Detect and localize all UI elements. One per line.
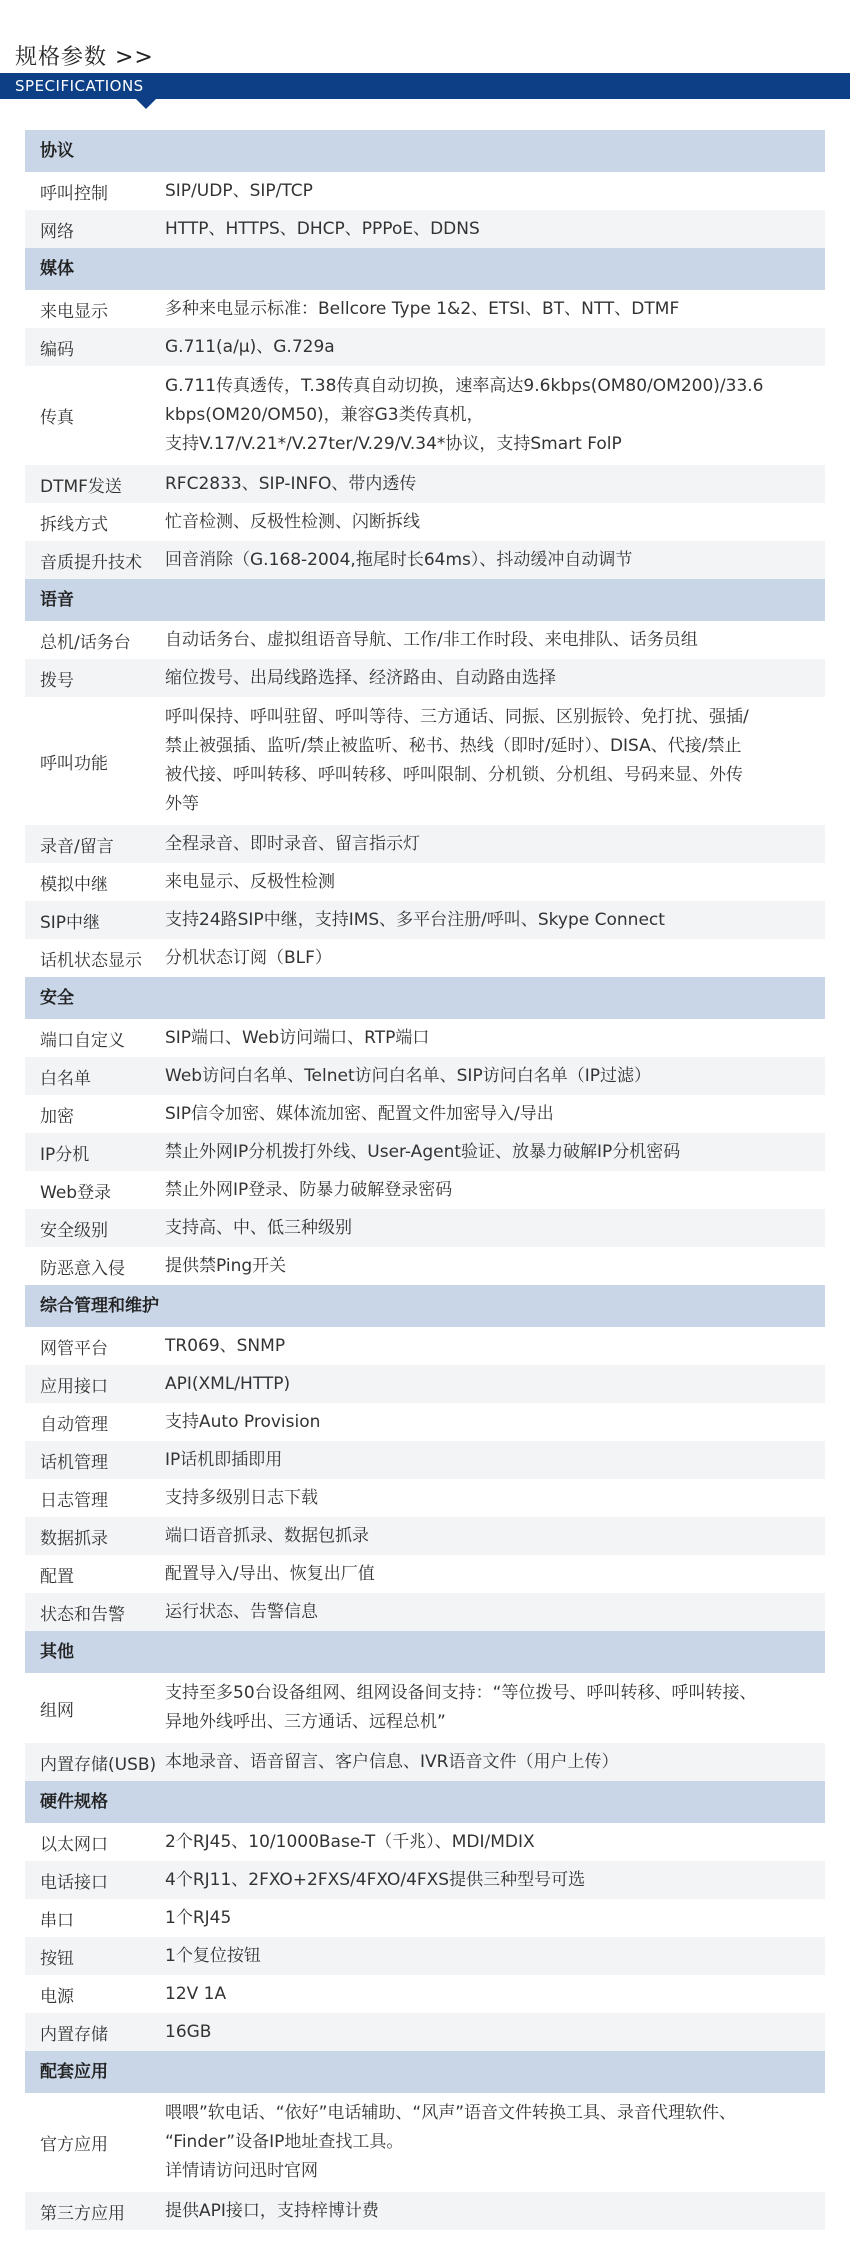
spec-value-line: 忙音检测、反极性检测、闪断拆线 xyxy=(165,511,420,532)
spec-label: 音质提升技术 xyxy=(40,552,142,573)
spec-value xyxy=(165,623,825,658)
spec-row xyxy=(25,659,825,697)
spec-row xyxy=(25,2192,825,2230)
spec-label: 话机管理 xyxy=(40,1452,108,1473)
spec-label: 安全级别 xyxy=(40,1220,108,1241)
spec-value xyxy=(165,903,825,938)
spec-row xyxy=(25,863,825,901)
spec-row xyxy=(25,1517,825,1555)
spec-value xyxy=(165,330,825,365)
spec-value xyxy=(165,1443,825,1478)
spec-value xyxy=(165,174,825,209)
section-header: 安全 xyxy=(25,977,825,1019)
spec-value xyxy=(165,2194,825,2229)
spec-value-line: API(XML/HTTP) xyxy=(165,1373,291,1394)
spec-value-line: 支持24路SIP中继，支持IMS、多平台注册/呼叫、Skype Connect xyxy=(165,909,665,930)
spec-value-line: TR069、SNMP xyxy=(165,1335,286,1356)
spec-row xyxy=(25,1823,825,1861)
spec-label: 网络 xyxy=(40,221,74,242)
spec-value xyxy=(165,1825,825,1860)
spec-row xyxy=(25,939,825,977)
spec-value xyxy=(165,1595,825,1630)
spec-value-line: 异地外线呼出、三方通话、远程总机” xyxy=(165,1712,446,1732)
spec-value-line: 本地录音、语音留言、客户信息、IVR语音文件（用户上传） xyxy=(165,1751,619,1772)
spec-row xyxy=(25,1365,825,1403)
spec-label: 模拟中继 xyxy=(40,874,108,895)
spec-row xyxy=(25,1209,825,1247)
spec-label: 串口 xyxy=(40,1910,74,1931)
spec-row xyxy=(25,1247,825,1285)
spec-row xyxy=(25,1673,825,1743)
spec-row xyxy=(25,366,825,465)
spec-value-line: kbps(OM20/OM50)，兼容G3类传真机， xyxy=(165,405,484,425)
spec-value-line: 运行状态、告警信息 xyxy=(165,1601,318,1622)
spec-value-line: 被代接、呼叫转移、呼叫转移、呼叫限制、分机锁、分机组、号码来显、外传 xyxy=(165,765,743,785)
spec-value xyxy=(165,1021,825,1056)
spec-value xyxy=(165,1676,825,1740)
spec-value-line: Web访问白名单、Telnet访问白名单、SIP访问白名单（IP过滤） xyxy=(165,1065,651,1086)
spec-value-line: 缩位拨号、出局线路选择、经济路由、自动路由选择 xyxy=(165,667,556,688)
spec-value-line: 4个RJ11、2FXO+2FXS/4FXO/4FXS提供三种型号可选 xyxy=(165,1869,586,1890)
spec-label: DTMF发送 xyxy=(40,476,122,497)
section-header: 硬件规格 xyxy=(25,1781,825,1823)
spec-row xyxy=(25,1937,825,1975)
spec-value xyxy=(165,369,825,462)
spec-value-line: G.711(a/μ)、G.729a xyxy=(165,336,335,357)
spec-value-line: 详情请访问迅时官网 xyxy=(165,2161,318,2181)
spec-label: 呼叫控制 xyxy=(40,183,108,204)
spec-value-line: 12V 1A xyxy=(165,1983,227,2004)
spec-value xyxy=(165,543,825,578)
spec-value xyxy=(165,1977,825,2012)
spec-value-line: 禁止被强插、监听/禁止被监听、秘书、热线（即时/延时）、DISA、代接/禁止 xyxy=(165,736,742,756)
spec-value xyxy=(165,1481,825,1516)
spec-value xyxy=(165,1367,825,1402)
spec-row xyxy=(25,1479,825,1517)
spec-row xyxy=(25,1327,825,1365)
spec-row xyxy=(25,1171,825,1209)
spec-label: 内置存储 xyxy=(40,2024,108,2045)
spec-row xyxy=(25,465,825,503)
spec-row xyxy=(25,503,825,541)
spec-value-line: 分机状态订阅（BLF） xyxy=(165,947,332,968)
spec-row xyxy=(25,1019,825,1057)
spec-value xyxy=(165,661,825,696)
section-header: 其他 xyxy=(25,1631,825,1673)
spec-value-line: 2个RJ45、10/1000Base-T（千兆）、MDI/MDIX xyxy=(165,1831,535,1852)
spec-row xyxy=(25,1975,825,2013)
spec-label: 防恶意入侵 xyxy=(40,1258,125,1279)
spec-value-line: RFC2833、SIP-INFO、带内透传 xyxy=(165,473,417,494)
spec-value-line: 端口语音抓录、数据包抓录 xyxy=(165,1525,369,1546)
spec-row xyxy=(25,1133,825,1171)
spec-label: 呼叫功能 xyxy=(40,753,108,774)
spec-value-line: 支持Auto Provision xyxy=(165,1411,321,1432)
spec-label: 组网 xyxy=(40,1700,74,1721)
spec-value xyxy=(165,1939,825,1974)
spec-value xyxy=(165,1901,825,1936)
spec-label: 加密 xyxy=(40,1106,74,1127)
spec-value xyxy=(165,2096,825,2189)
spec-value xyxy=(165,1211,825,1246)
spec-row xyxy=(25,1403,825,1441)
spec-value-line: 全程录音、即时录音、留言指示灯 xyxy=(165,833,420,854)
spec-value-line: 支持高、中、低三种级别 xyxy=(165,1217,352,1238)
spec-value-line: 呼叫保持、呼叫驻留、呼叫等待、三方通话、同振、区别振铃、免打扰、强插/ xyxy=(165,707,749,727)
spec-label: 状态和告警 xyxy=(40,1604,125,1625)
spec-value xyxy=(165,1135,825,1170)
spec-value xyxy=(165,1557,825,1592)
section-header: 配套应用 xyxy=(25,2051,825,2093)
section-header: 综合管理和维护 xyxy=(25,1285,825,1327)
spec-value-line: 支持多级别日志下载 xyxy=(165,1487,318,1508)
spec-value xyxy=(165,1249,825,1284)
spec-value-line: 16GB xyxy=(165,2021,212,2042)
section-header: 语音 xyxy=(25,579,825,621)
spec-value xyxy=(165,212,825,247)
spec-row xyxy=(25,210,825,248)
spec-value-line: 外等 xyxy=(165,794,199,814)
spec-value-line: 配置导入/导出、恢复出厂值 xyxy=(165,1563,375,1584)
spec-row xyxy=(25,825,825,863)
spec-label: Web登录 xyxy=(40,1182,112,1203)
spec-row xyxy=(25,1555,825,1593)
spec-value xyxy=(165,700,825,822)
spec-label: 官方应用 xyxy=(40,2135,108,2155)
spec-value-line: 提供API接口，支持梓博计费 xyxy=(165,2200,379,2221)
spec-value-line: G.711传真透传，T.38传真自动切换，速率高达9.6kbps(OM80/OM200)/33.6 xyxy=(165,376,764,396)
spec-label: 总机/话务台 xyxy=(40,632,131,653)
spec-label: 网管平台 xyxy=(40,1338,108,1359)
specifications-band xyxy=(0,73,850,99)
spec-value-line: 禁止外网IP分机拨打外线、User-Agent验证、放暴力破解IP分机密码 xyxy=(165,1141,681,1162)
spec-value xyxy=(165,1097,825,1132)
spec-label: 白名单 xyxy=(40,1068,91,1089)
spec-label: 数据抓录 xyxy=(40,1528,108,1549)
section-header: 媒体 xyxy=(25,248,825,290)
spec-value xyxy=(165,2015,825,2050)
spec-value-line: “Finder”设备IP地址查找工具。 xyxy=(165,2132,404,2152)
spec-table xyxy=(25,130,825,2230)
spec-value-line: 回音消除（G.168-2004,拖尾时长64ms）、抖动缓冲自动调节 xyxy=(165,549,633,570)
spec-label: 话机状态显示 xyxy=(40,950,142,971)
spec-value-line: SIP端口、Web访问端口、RTP端口 xyxy=(165,1027,430,1048)
spec-label: 日志管理 xyxy=(40,1490,108,1511)
spec-label: 以太网口 xyxy=(40,1834,108,1855)
spec-value-line: 支持V.17/V.21*/V.27ter/V.29/V.34*协议，支持Smart FolP xyxy=(165,434,622,454)
spec-value xyxy=(165,292,825,327)
spec-row xyxy=(25,901,825,939)
spec-value xyxy=(165,1059,825,1094)
spec-label: SIP中继 xyxy=(40,912,101,933)
spec-label: 按钮 xyxy=(40,1948,74,1969)
spec-row xyxy=(25,1095,825,1133)
spec-label: 自动管理 xyxy=(40,1414,108,1435)
spec-value-line: 1个RJ45 xyxy=(165,1907,232,1928)
spec-label: 录音/留言 xyxy=(40,836,114,857)
spec-label: 电源 xyxy=(40,1986,74,2007)
spec-value xyxy=(165,1519,825,1554)
spec-value xyxy=(165,467,825,502)
spec-value xyxy=(165,941,825,976)
spec-label: IP分机 xyxy=(40,1144,90,1165)
spec-label: 第三方应用 xyxy=(40,2203,125,2224)
spec-value-line: SIP信令加密、媒体流加密、配置文件加密导入/导出 xyxy=(165,1103,554,1124)
spec-value-line: 支持至多50台设备组网、组网设备间支持：“等位拨号、呼叫转移、呼叫转接、 xyxy=(165,1683,757,1703)
spec-value-line: 自动话务台、虚拟组语音导航、工作/非工作时段、来电排队、话务员组 xyxy=(165,629,698,650)
spec-label: 编码 xyxy=(40,339,74,360)
spec-row xyxy=(25,697,825,825)
spec-label: 配置 xyxy=(40,1566,74,1587)
spec-value xyxy=(165,1745,825,1780)
spec-row xyxy=(25,541,825,579)
spec-value xyxy=(165,827,825,862)
spec-row xyxy=(25,1861,825,1899)
band-notch-icon xyxy=(136,99,156,109)
spec-value-line: HTTP、HTTPS、DHCP、PPPoE、DDNS xyxy=(165,218,480,239)
spec-label: 拨号 xyxy=(40,670,74,691)
spec-row xyxy=(25,1441,825,1479)
spec-row xyxy=(25,172,825,210)
spec-row xyxy=(25,1743,825,1781)
spec-label: 电话接口 xyxy=(40,1872,108,1893)
spec-value xyxy=(165,1863,825,1898)
spec-label: 应用接口 xyxy=(40,1376,108,1397)
spec-row xyxy=(25,2093,825,2192)
spec-row xyxy=(25,1057,825,1095)
spec-value-line: 来电显示、反极性检测 xyxy=(165,871,335,892)
spec-value-line: 禁止外网IP登录、防暴力破解登录密码 xyxy=(165,1179,453,1200)
spec-label: 传真 xyxy=(40,408,74,428)
spec-value xyxy=(165,505,825,540)
spec-row xyxy=(25,1593,825,1631)
spec-row xyxy=(25,2013,825,2051)
spec-value xyxy=(165,1329,825,1364)
spec-row xyxy=(25,621,825,659)
page-title: 规格参数 >> xyxy=(15,45,154,70)
section-header: 协议 xyxy=(25,130,825,172)
spec-value xyxy=(165,865,825,900)
spec-value xyxy=(165,1173,825,1208)
specifications-label: SPECIFICATIONS xyxy=(15,77,144,95)
spec-row xyxy=(25,1899,825,1937)
spec-row xyxy=(25,290,825,328)
spec-row xyxy=(25,328,825,366)
spec-value-line: 1个复位按钮 xyxy=(165,1945,261,1966)
spec-value-line: 喂喂”软电话、“依好”电话辅助、“风声”语音文件转换工具、录音代理软件、 xyxy=(165,2103,737,2123)
spec-value xyxy=(165,1405,825,1440)
spec-label: 内置存储(USB) xyxy=(40,1754,157,1775)
spec-label: 端口自定义 xyxy=(40,1030,125,1051)
spec-value-line: SIP/UDP、SIP/TCP xyxy=(165,180,313,201)
spec-value-line: 多种来电显示标准：Bellcore Type 1&2、ETSI、BT、NTT、DTMF xyxy=(165,298,680,319)
spec-value-line: 提供禁Ping开关 xyxy=(165,1255,287,1276)
spec-label: 来电显示 xyxy=(40,301,108,322)
spec-label: 拆线方式 xyxy=(40,514,108,535)
spec-value-line: IP话机即插即用 xyxy=(165,1449,283,1470)
